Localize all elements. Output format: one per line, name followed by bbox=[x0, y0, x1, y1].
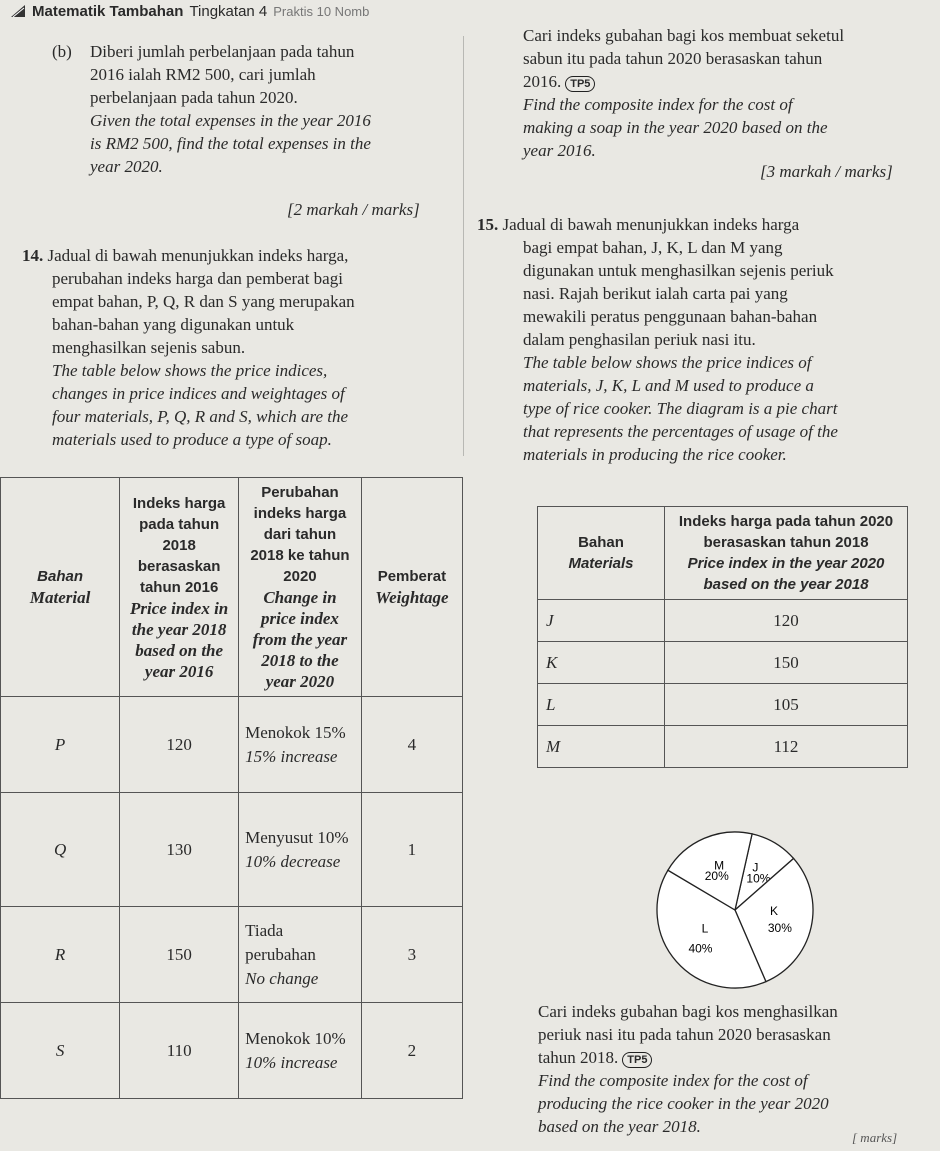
q15-ask-en-line: producing the rice cooker in the year 2020 bbox=[538, 1094, 829, 1113]
page-header bbox=[10, 0, 369, 22]
pie-category-label: K bbox=[770, 903, 779, 918]
q15-en-line: The table below shows the price indices of bbox=[523, 353, 812, 372]
header-text-en: Change in price index from the year 2018 to the year 2020 bbox=[252, 588, 348, 691]
header-text-en: Price index in the year 2020 based on the year 2018 bbox=[687, 555, 885, 593]
q14-block bbox=[22, 244, 462, 451]
cell-material: J bbox=[538, 600, 665, 642]
q14-en-line: The table below shows the price indices, bbox=[52, 361, 328, 380]
cell-material: P bbox=[1, 697, 120, 793]
cell-weight: 2 bbox=[361, 1003, 462, 1099]
q13-ms-line: sabun itu pada tahun 2020 berasaskan tahun bbox=[523, 49, 823, 68]
cell-index: 112 bbox=[665, 726, 908, 768]
q14-ms-line: Jadual di bawah menunjukkan indeks harga, bbox=[47, 246, 349, 265]
change-en: 15% increase bbox=[245, 746, 338, 766]
cell-material: M bbox=[538, 726, 665, 768]
q14-en-line: four materials, P, Q, R and S, which are the bbox=[52, 407, 349, 426]
q15-en-line: that represents the percentages of usage of the bbox=[523, 422, 838, 441]
q13b-en-line: Given the total expenses in the year 2016 bbox=[90, 111, 371, 130]
q15-ask-en-line: based on the year 2018. bbox=[538, 1117, 701, 1136]
change-ms: Menokok 10% bbox=[245, 1028, 346, 1048]
q14-en-line: changes in price indices and weightages of bbox=[52, 384, 345, 403]
pie-percent-label: 30% bbox=[767, 921, 792, 936]
header-text: Indeks harga pada tahun 2018 berasaskan tahun 2016 bbox=[132, 494, 226, 596]
change-ms: Menokok 15% bbox=[245, 722, 346, 742]
cell-change bbox=[239, 697, 362, 793]
q13b-ms-line: 2016 ialah RM2 500, cari jumlah bbox=[90, 65, 316, 84]
q13-ms-line: Cari indeks gubahan bagi kos membuat seketul bbox=[523, 26, 845, 45]
header-text: Bahan bbox=[578, 534, 624, 551]
header-text: Indeks harga pada tahun 2020 berasaskan tahun 2018 bbox=[678, 513, 894, 551]
table-row bbox=[1, 907, 463, 1003]
q14-ms-line: menghasilkan sejenis sabun. bbox=[52, 338, 246, 357]
table-row bbox=[538, 642, 908, 684]
q13-marks: [3 markah / marks] bbox=[760, 162, 893, 181]
q15-ms-line: bagi empat bahan, J, K, L dan M yang bbox=[523, 238, 783, 257]
col-header-index bbox=[120, 478, 239, 697]
q14-price-index-table bbox=[0, 477, 463, 1099]
book-title: Matematik Tambahan bbox=[32, 2, 184, 20]
q15-ms-line: mewakili peratus penggunaan bahan-bahan bbox=[523, 307, 818, 326]
pie-percent-label: 20% bbox=[704, 868, 729, 883]
table-row bbox=[538, 600, 908, 642]
cell-index: 150 bbox=[665, 642, 908, 684]
q15-ms-line: dalam penghasilan periuk nasi itu. bbox=[523, 330, 756, 349]
book-series: Praktis 10 Nomb bbox=[273, 3, 370, 19]
table-header-row bbox=[538, 507, 908, 600]
q14-ms-line: perubahan indeks harga dan pemberat bagi bbox=[52, 269, 343, 288]
table-row bbox=[1, 793, 463, 907]
pie-percent-label: 10% bbox=[746, 871, 771, 886]
pie-category-label: M bbox=[714, 858, 725, 873]
table-row bbox=[538, 684, 908, 726]
header-text: Perubahan indeks harga dari tahun 2018 ke tahun 2020 bbox=[250, 484, 350, 585]
header-text-en: Price index in the year 2018 based on the year 2016 bbox=[130, 598, 229, 681]
cell-index: 120 bbox=[665, 600, 908, 642]
q13-en-line: year 2016. bbox=[523, 141, 596, 160]
q15-number: 15. bbox=[477, 215, 499, 234]
q13-ms-line: 2016. bbox=[523, 72, 562, 91]
tp5-badge: TP5 bbox=[565, 76, 595, 92]
q14-ms-line: bahan-bahan yang digunakan untuk bbox=[52, 315, 295, 334]
q15-ask-ms-line: Cari indeks gubahan bagi kos menghasilkan bbox=[538, 1002, 838, 1021]
pie-category-label: J bbox=[752, 860, 759, 875]
change-en: No change bbox=[245, 968, 319, 988]
tp5-badge: TP5 bbox=[622, 1052, 652, 1068]
cell-weight: 3 bbox=[361, 907, 462, 1003]
col-header-weightage bbox=[361, 478, 462, 697]
cell-change bbox=[239, 793, 362, 907]
q14-ms-line: empat bahan, P, Q, R dan S yang merupakan bbox=[52, 292, 355, 311]
change-ms: Menyusut 10% bbox=[245, 827, 349, 847]
table-header-row bbox=[1, 478, 463, 697]
cell-index: 110 bbox=[120, 1003, 239, 1099]
q13b-label: (b) bbox=[52, 42, 72, 61]
change-en: 10% increase bbox=[245, 1052, 338, 1072]
q13b-block bbox=[52, 40, 452, 178]
q14-number: 14. bbox=[22, 246, 44, 265]
pie-category-label: L bbox=[701, 921, 709, 936]
cell-material: R bbox=[1, 907, 120, 1003]
q15-ms-line: Jadual di bawah menunjukkan indeks harga bbox=[502, 215, 800, 234]
q13-en-line: making a soap in the year 2020 based on the bbox=[523, 118, 828, 137]
q15-marks: [ marks] bbox=[852, 1130, 898, 1145]
q15-en-line: type of rice cooker. The diagram is a pie chart bbox=[523, 399, 838, 418]
table-row bbox=[1, 1003, 463, 1099]
header-text-en: Material bbox=[29, 588, 91, 607]
table-row bbox=[1, 697, 463, 793]
table-row bbox=[538, 726, 908, 768]
usage-pie-chart bbox=[640, 818, 830, 998]
header-text-en: Materials bbox=[568, 555, 634, 572]
book-logo-icon bbox=[10, 3, 26, 19]
col-header-change bbox=[239, 478, 362, 697]
cell-material: Q bbox=[1, 793, 120, 907]
q15-ask-block bbox=[538, 1000, 918, 1138]
q13b-en-line: year 2020. bbox=[90, 157, 163, 176]
book-subtitle: Tingkatan 4 bbox=[189, 2, 268, 20]
q13-en-line: Find the composite index for the cost of bbox=[523, 95, 793, 114]
col-header-index bbox=[665, 507, 908, 600]
q13b-ms-line: perbelanjaan pada tahun 2020. bbox=[90, 88, 298, 107]
header-text-en: Weightage bbox=[375, 588, 449, 607]
col-header-material bbox=[1, 478, 120, 697]
q15-ms-line: nasi. Rajah berikut ialah carta pai yang bbox=[523, 284, 788, 303]
column-divider bbox=[463, 36, 464, 456]
cell-index: 150 bbox=[120, 907, 239, 1003]
q13b-ms-line: Diberi jumlah perbelanjaan pada tahun bbox=[90, 42, 355, 61]
header-text: Pemberat bbox=[377, 568, 447, 585]
cell-material: S bbox=[1, 1003, 120, 1099]
q15-ask-en-line: Find the composite index for the cost of bbox=[538, 1071, 808, 1090]
q13b-marks: [2 markah / marks] bbox=[287, 200, 420, 219]
q15-en-line: materials in producing the rice cooker. bbox=[523, 445, 787, 464]
q15-en-line: materials, J, K, L and M used to produce a bbox=[523, 376, 814, 395]
cell-index: 105 bbox=[665, 684, 908, 726]
q15-ms-line: digunakan untuk menghasilkan sejenis periuk bbox=[523, 261, 834, 280]
q15-ask-ms-line: periuk nasi itu pada tahun 2020 berasaskan bbox=[538, 1025, 831, 1044]
change-en: 10% decrease bbox=[245, 851, 341, 871]
cell-index: 130 bbox=[120, 793, 239, 907]
pie-svg bbox=[640, 818, 830, 998]
cell-material: K bbox=[538, 642, 665, 684]
cell-index: 120 bbox=[120, 697, 239, 793]
q13b-en-line: is RM2 500, find the total expenses in the bbox=[90, 134, 371, 153]
col-header-material bbox=[538, 507, 665, 600]
pie-percent-label: 40% bbox=[688, 941, 713, 956]
cell-material: L bbox=[538, 684, 665, 726]
change-ms: Tiada perubahan bbox=[245, 920, 316, 964]
q14-en-line: materials used to produce a type of soap. bbox=[52, 430, 332, 449]
q13-right-block bbox=[523, 24, 933, 162]
q15-price-index-table bbox=[537, 506, 908, 768]
cell-weight: 1 bbox=[361, 793, 462, 907]
q15-ask-ms-line: tahun 2018. bbox=[538, 1048, 619, 1067]
cell-weight: 4 bbox=[361, 697, 462, 793]
cell-change bbox=[239, 907, 362, 1003]
cell-change bbox=[239, 1003, 362, 1099]
q15-block bbox=[477, 213, 937, 466]
header-text: Bahan bbox=[37, 568, 83, 585]
